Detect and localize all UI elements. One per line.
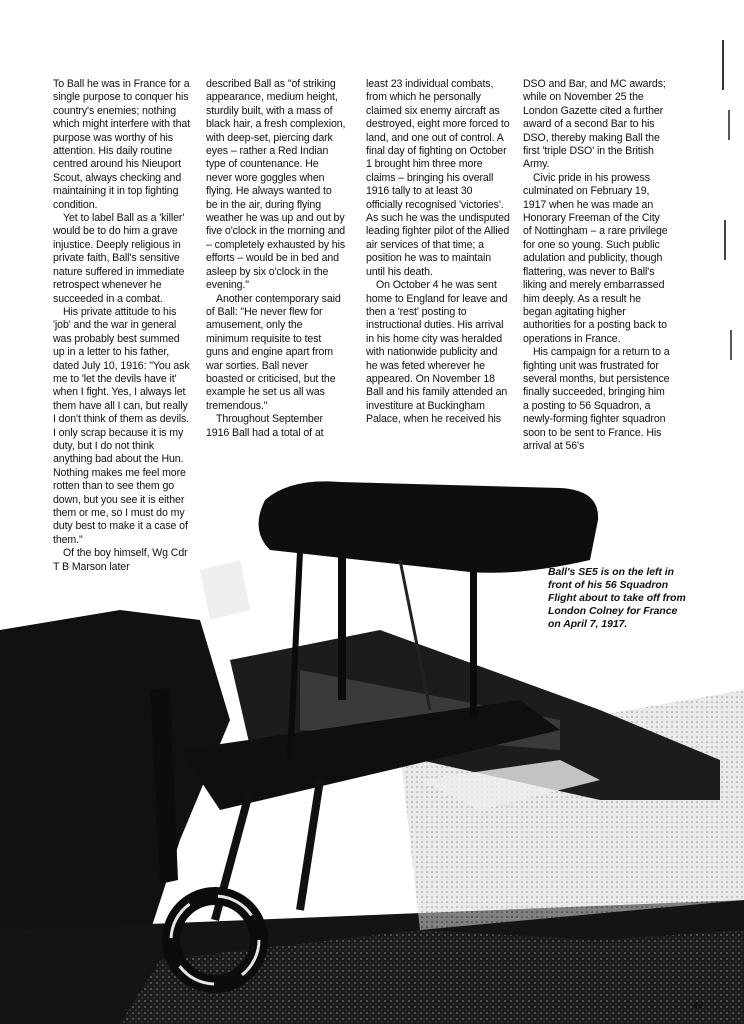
paragraph: On October 4 he was sent home to England for leave and then a 'rest' posting to instructional duties. His arrival in his home city was heralded with nationwide publicity and he was feted wherever he appeared. On November 18 Ball and his family attended an investiture at Buckingham Palace, when he received his [366,279,508,426]
text-column-1 [53,78,191,574]
paragraph: Yet to label Ball as a 'killer' would be to do him a grave injustice. Deeply religious in private faith, Ball's sensitive nature suffered in immediate retrospect whenever he succeeded in a combat. [53,212,185,305]
scan-edge-marks [716,0,744,520]
paragraph: Of the boy himself, Wg Cdr T B Marson later [53,547,188,573]
photo-caption: Ball's SE5 is on the left in front of his 56 Squadron Flight about to take off from London Colney for France on April 7, 1917. [548,567,686,630]
paragraph: Civic pride in his prowess culminated on February 19, 1917 when he was made an Honorary Freeman of the City of Nottingham – a rare privilege for one so young. Such public adulation and publicity, though flattering, was never to Ball's liking and merely embarrassed him deeply. As a result he began agitating higher authorities for a posting back to operations in France. [523,171,668,345]
paragraph: His private attitude to his 'job' and the war in general was probably best summed up in a letter to his father, dated July 10, 1916: "You ask me to 'let the devils have it' when I fight. Yes, I always let them have all I can, but really I don't think of them as devils. I only scrap because it is my duty, but I do not think anything bad about the Hun. Nothing makes me feel more rotten than to see them go down, but you see it is either them or me, so I must do my duty best to make it a case of them." [53,305,190,546]
paragraph: DSO and Bar, and MC awards; while on November 25 the London Gazette cited a further award of a second Bar to his DSO, thereby making Ball the first 'triple DSO' in the British Army. [523,78,666,171]
text-column-4 [523,78,671,453]
paragraph: His campaign for a return to a fighting unit was frustrated for several months, but persistence finally succeeded, bringing him a posting to 56 Squadron, a newly-forming fighter squadron soon to be sent to France. His arrival at 56's [523,346,670,452]
page-number: 43 [693,1000,704,1010]
text-column-3 [366,78,511,427]
text-column-2 [206,78,346,440]
paragraph: Another contemporary said of Ball: "He never flew for amusement, only the minimum requisite to test guns and engine apart from war sorties. Ball never boasted or criticised, but the example he set us all was tremendous." [206,292,341,412]
paragraph: least 23 individual combats, from which he personally claimed six enemy aircraft as destroyed, eight more forced to land, and one out of control. A final day of fighting on October 1 brought him three more claims – bringing his overall 1916 tally to at least 30 officially recognised 'victories'. As such he was the undisputed leading fighter pilot of the Allied air services of that time; a position he was to maintain until his death. [366,78,510,278]
paragraph: described Ball as "of striking appearance, medium height, sturdily built, with a mass of black hair, a fresh complexion, with deep-set, piercing dark eyes – rather a Red Indian type of countenance. He never wore goggles when flying. He always wanted to be in the air, during flying weather he was up and out by five o'clock in the morning and – completely exhausted by his efforts – would be in bed and asleep by six o'clock in the evening." [206,78,346,292]
paragraph: To Ball he was in France for a single purpose to conquer his country's enemies; nothing which might interfere with that purpose was worthy of his attention. His daily routine centred around his Nieuport Scout, always checking and maintaining it in top fighting condition. [53,78,191,211]
paragraph: Throughout September 1916 Ball had a total of at [206,413,324,439]
